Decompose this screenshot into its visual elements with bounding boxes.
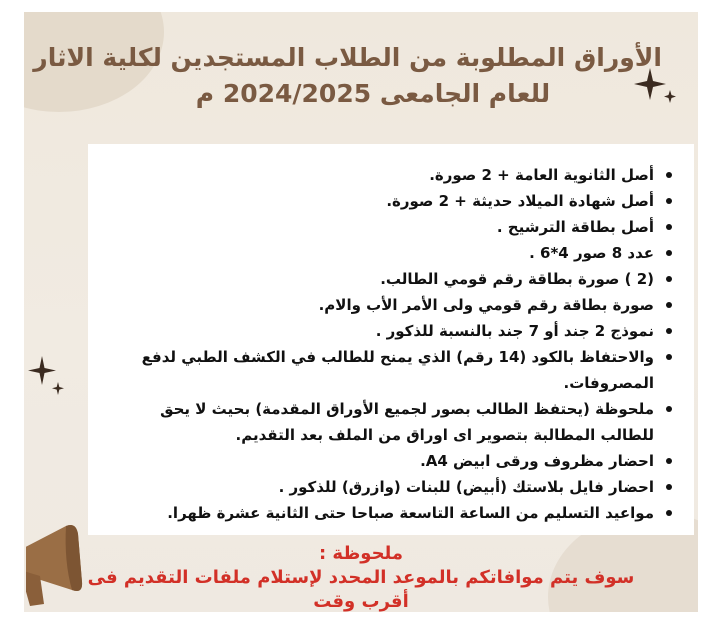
note-section [64, 542, 658, 612]
list-item: والاحتفاظ بالكود (14 رقم) الذي يمنح للطالب في الكشف الطبي لدفع المصروفات. [110, 344, 654, 396]
list-item: أصل الثانوية العامة + 2 صورة. [110, 162, 654, 188]
title-line-1: الأوراق المطلوبة من الطلاب المستجدين لكلية الاثار [33, 43, 662, 72]
list-item: نموذج 2 جند أو 7 جند بالنسبة للذكور . [110, 318, 654, 344]
list-item: احضار مظروف ورقى ابيض A4. [110, 448, 654, 474]
title-line-2: للعام الجامعى 2024/2025 م [195, 79, 551, 108]
requirements-list [110, 162, 674, 526]
list-item: ملحوظة (يحتفظ الطالب بصور لجميع الأوراق المقدمة) بحيث لا يحق للطالب المطالبة بتصوير اى اوراق من الملف بعد التقديم. [110, 396, 654, 448]
note-heading: ملحوظة : [318, 543, 404, 564]
list-item: (2 ) صورة بطاقة رقم قومي الطالب. [110, 266, 654, 292]
sparkle-icon [630, 64, 678, 112]
list-item: صورة بطاقة رقم قومي ولى الأمر الأب والام. [110, 292, 654, 318]
list-item: عدد 8 صور 4*6 . [110, 240, 654, 266]
list-item: أصل بطاقة الترشيح . [110, 214, 654, 240]
poster-title [33, 40, 662, 112]
requirements-box [88, 144, 694, 535]
list-item: مواعيد التسليم من الساعة التاسعة صباحا حتى الثانية عشرة ظهرا. [110, 500, 654, 526]
sparkle-icon [26, 354, 66, 400]
list-item: احضار فايل بلاستك (أبيض) للبنات (وازرق) للذكور . [110, 474, 654, 500]
note-text: سوف يتم موافاتكم بالموعد المحدد لإستلام ملفات التقديم فى أقرب وقت [87, 567, 635, 612]
list-item: أصل شهادة الميلاد حديثة + 2 صورة. [110, 188, 654, 214]
poster-card [24, 12, 698, 612]
